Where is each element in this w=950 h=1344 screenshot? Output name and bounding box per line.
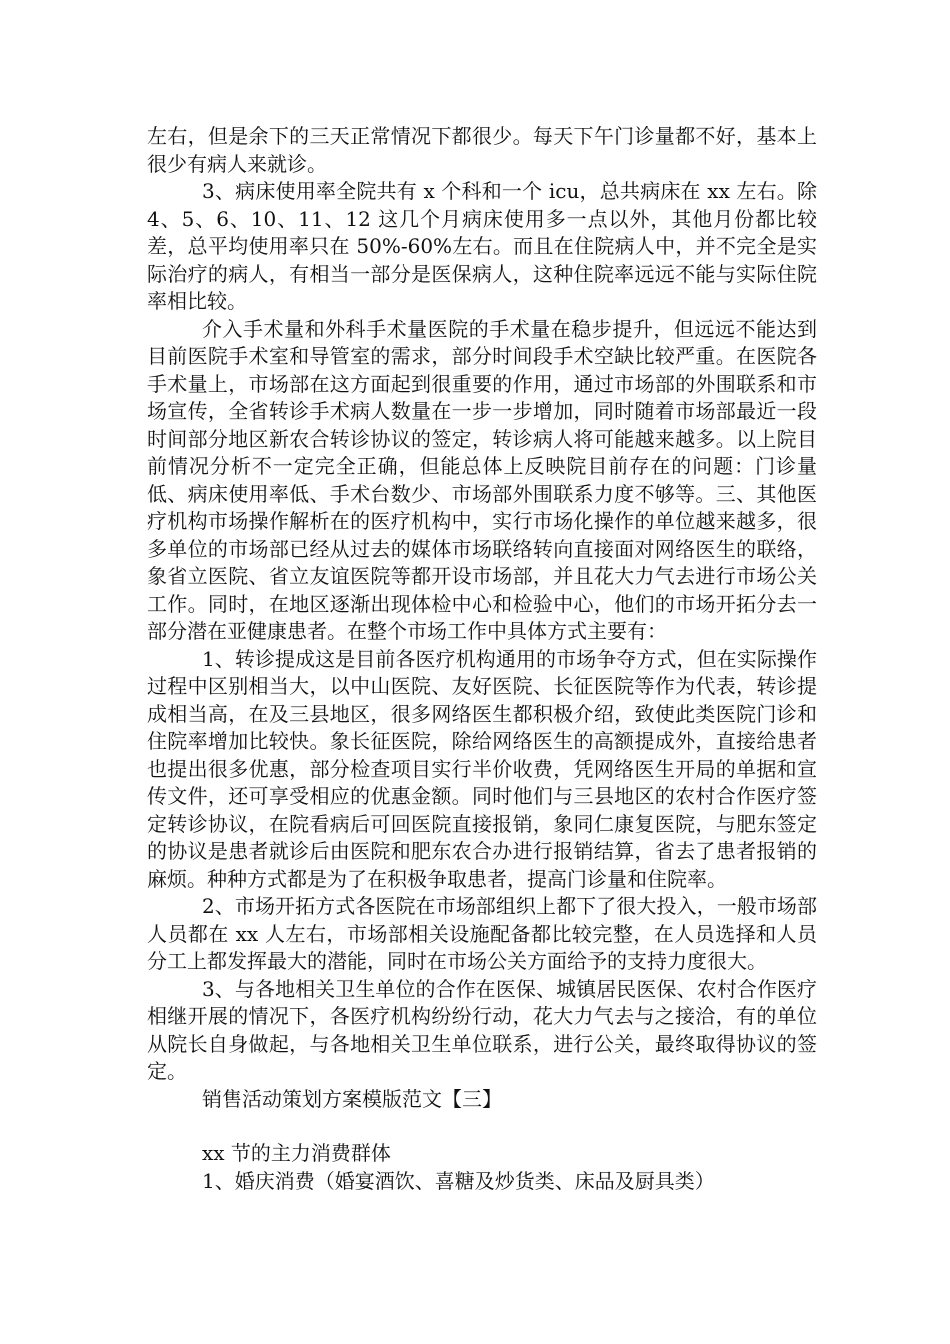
paragraph-referral-commission: 1、转诊提成这是目前各医疗机构通用的市场争夺方式，但在实际操作过程中区别相当大，以中山医院、友好医院、长征医院等作为代表，转诊提成相当高，在及三县地区，很多网络医生都积极介绍，致使此类医院门诊和住院率增加比较快。象长征医院，除给网络医生的高额提成外，直接给患者也提出很多优惠，部分检查项目实行半价收费，凭网络医生开局的单据和宣传文件，还可享受相应的优惠金额。同时他们与三县地区的农村合作医疗签定转诊协议，在院看病后可回医院直接报销，象同仁康复医院，与肥东签定的协议是患者就诊后由医院和肥东农合办进行报销结算，省去了患者报销的麻烦。种种方式都是为了在积极争取患者，提高门诊量和住院率。 [147, 646, 817, 891]
document-body [147, 123, 817, 1195]
paragraph-market-expansion: 2、市场开拓方式各医院在市场部组织上都下了很大投入，一般市场部人员都在 xx 人左右，市场部相关设施配备都比较完整，在人员选择和人员分工上都发挥最大的潜能，同时在市场公关方面给予的支持力度很大。 [147, 894, 817, 973]
paragraph-cooperation: 3、与各地相关卫生单位的合作在医保、城镇居民医保、农村合作医疗相继开展的情况下，各医疗机构纷纷行动，花大力气去与之接洽，有的单位从院长自身做起，与各地相关卫生单位联系，进行公关，最终取得协议的签定。 [147, 976, 817, 1083]
paragraph-bed-usage: 3、病床使用率全院共有 x 个科和一个 icu，总共病床在 xx 左右。除 4、5、6、10、11、12 这几个月病床使用多一点以外，其他月份都比较差，总平均使用率只在 50%-60%左右。而且在住院病人中，并不完全是实际治疗的病人，有相当一部分是医保病人，这种住院率远远不能与实际住院率相比较。 [147, 179, 817, 313]
blank-line [147, 1113, 817, 1140]
subheading: xx 节的主力消费群体 [202, 1141, 391, 1165]
paragraph-continuation: 左右，但是余下的三天正常情况下都很少。每天下午门诊量都不好，基本上很少有病人来就诊。 [147, 124, 817, 176]
section-title: 销售活动策划方案模版范文【三】 [202, 1086, 502, 1111]
list-item: 1、婚庆消费（婚宴酒饮、喜糖及炒货类、床品及厨具类） [202, 1168, 715, 1193]
paragraph-surgery-volume: 介入手术量和外科手术量医院的手术量在稳步提升，但远远不能达到目前医院手术室和导管室的需求，部分时间段手术空缺比较严重。在医院各手术量上，市场部在这方面起到很重要的作用，通过市场部的外围联系和市场宣传，全省转诊手术病人数量在一步一步增加，同时随着市场部最近一段时间部分地区新农合转诊协议的签定，转诊病人将可能越来越多。以上院目前情况分析不一定完全正确，但能总体上反映院目前存在的问题：门诊量低、病床使用率低、手术台数少、市场部外围联系力度不够等。三、其他医疗机构市场操作解析在的医疗机构中，实行市场化操作的单位越来越多，很多单位的市场部已经从过去的媒体市场联络转向直接面对网络医生的联络，象省立医院、省立友谊医院等都开设市场部，并且花大力气去进行市场公关工作。同时，在地区逐渐出现体检中心和检验中心，他们的市场开拓分去一部分潜在亚健康患者。在整个市场工作中具体方式主要有： [147, 316, 817, 643]
